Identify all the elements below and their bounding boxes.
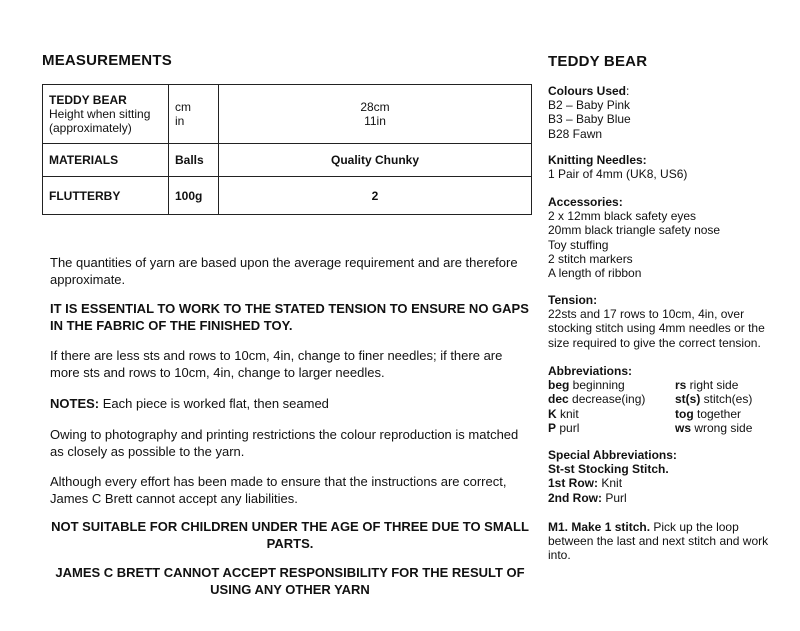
colour-item: B3 – Baby Blue	[548, 112, 631, 127]
abbr-key: P	[548, 420, 557, 435]
ball-count: 2	[219, 177, 532, 215]
m1-section	[548, 520, 783, 563]
special-abbreviations-section	[548, 448, 783, 505]
abbr-key: ws	[675, 420, 692, 435]
abbr-key: st(s)	[675, 392, 701, 407]
m1-text: Pick up the loop between the last and next stitch and work into.	[548, 520, 769, 563]
abbr-item	[548, 378, 675, 392]
row1-text: Knit	[598, 476, 623, 491]
accessory-item: A length of ribbon	[548, 266, 642, 281]
abbr-item	[675, 407, 783, 421]
tension-text: 22sts and 17 rows to 10cm, 4in, over stocking stitch using 4mm needles or the size required to give the correct tension.	[548, 307, 765, 350]
height-cm: 28cm	[360, 100, 390, 114]
tension-title: Tension:	[548, 293, 598, 307]
unit-in: in	[175, 114, 185, 128]
accessory-item: 2 x 12mm black safety eyes	[548, 209, 697, 224]
notes-text: Each piece is worked flat, then seamed	[99, 396, 329, 411]
materials-header: MATERIALS	[43, 144, 169, 177]
teddy-bear-cell	[43, 85, 169, 144]
needles-text: 1 Pair of 4mm (UK8, US6)	[548, 167, 688, 182]
needles-title: Knitting Needles:	[548, 153, 647, 167]
row1-label: 1st Row:	[548, 476, 599, 491]
tension-section	[548, 293, 783, 350]
balls-header: Balls	[169, 144, 219, 177]
accessories-section	[548, 195, 783, 280]
unit-cell	[169, 85, 219, 144]
abbr-value: right side	[686, 378, 739, 393]
abbr-item	[548, 421, 675, 435]
abbr-key: rs	[675, 378, 687, 393]
unit-cm: cm	[175, 100, 191, 114]
quality-header: Quality Chunky	[219, 144, 532, 177]
needles-section	[548, 153, 783, 181]
colours-colon: :	[626, 84, 630, 98]
colours-section	[548, 84, 783, 141]
colours-title: Colours Used	[548, 84, 627, 98]
row2-text: Purl	[602, 490, 627, 505]
height-value-cell	[219, 85, 532, 144]
abbreviations-title: Abbreviations:	[548, 364, 633, 378]
measurements-table	[42, 84, 532, 215]
abbr-item	[548, 392, 675, 406]
abbr-value: stitch(es)	[700, 392, 753, 407]
abbreviations-section	[548, 364, 783, 435]
colour-item: B2 – Baby Pink	[548, 98, 631, 113]
table-row	[43, 177, 532, 215]
abbr-value: knit	[556, 406, 579, 421]
abbr-value: decrease(ing)	[568, 392, 646, 407]
teddy-bear-label: TEDDY BEAR	[49, 93, 127, 107]
height-in: 11in	[364, 114, 386, 128]
row2-label: 2nd Row:	[548, 490, 602, 505]
abbr-key: K	[548, 406, 557, 421]
abbr-item	[675, 392, 783, 406]
abbr-key: dec	[548, 392, 569, 407]
pattern-title: TEDDY BEAR	[548, 53, 648, 70]
abbr-value: wrong side	[691, 420, 753, 435]
ball-weight: 100g	[169, 177, 219, 215]
height-desc: Height when sitting	[49, 107, 151, 121]
special-title: Special Abbreviations:	[548, 448, 677, 462]
m1-label: M1. Make 1 stitch.	[548, 520, 651, 534]
accessory-item: 20mm black triangle safety nose	[548, 223, 721, 238]
accessory-item: 2 stitch markers	[548, 251, 633, 266]
yarn-name: FLUTTERBY	[43, 177, 169, 215]
abbr-value: together	[693, 406, 742, 421]
abbr-key: tog	[675, 406, 694, 421]
special-subtitle: St-st Stocking Stitch.	[548, 462, 669, 477]
measurements-heading: MEASUREMENTS	[42, 52, 172, 69]
colour-note: Owing to photography and printing restrictions the colour reproduction is matched as closely as possible to the yarn.	[50, 427, 519, 459]
abbr-value: purl	[556, 420, 580, 435]
quantities-note: The quantities of yarn are based upon the average requirement and are therefore approximate.	[50, 255, 518, 287]
notes-paragraph	[50, 395, 530, 412]
abbr-key: beg	[548, 378, 570, 393]
abbr-item	[548, 407, 675, 421]
yarn-warning: JAMES C BRETT CANNOT ACCEPT RESPONSIBILITY FOR THE RESULT OF USING ANY OTHER YARN	[55, 565, 525, 597]
colour-item: B28 Fawn	[548, 126, 603, 141]
notes-label: NOTES:	[50, 396, 100, 411]
height-desc-approx: (approximately)	[49, 121, 132, 135]
table-row	[43, 144, 532, 177]
accessory-item: Toy stuffing	[548, 237, 609, 252]
liability-note: Although every effort has been made to ensure that the instructions are correct, James C Brett cannot accept any liabilities.	[50, 474, 507, 506]
needle-change-note: If there are less sts and rows to 10cm, 4in, change to finer needles; if there are more sts and rows to 10cm, 4in, change to larger needles.	[50, 348, 503, 380]
abbreviations-list	[548, 378, 783, 435]
accessories-title: Accessories:	[548, 195, 623, 209]
table-row	[43, 85, 532, 144]
abbr-item	[675, 378, 783, 392]
abbr-item	[675, 421, 783, 435]
age-warning: NOT SUITABLE FOR CHILDREN UNDER THE AGE OF THREE DUE TO SMALL PARTS.	[51, 519, 529, 551]
tension-warning: IT IS ESSENTIAL TO WORK TO THE STATED TENSION TO ENSURE NO GAPS IN THE FABRIC OF THE FINISHED TOY.	[50, 301, 529, 333]
abbr-value: beginning	[569, 378, 625, 393]
